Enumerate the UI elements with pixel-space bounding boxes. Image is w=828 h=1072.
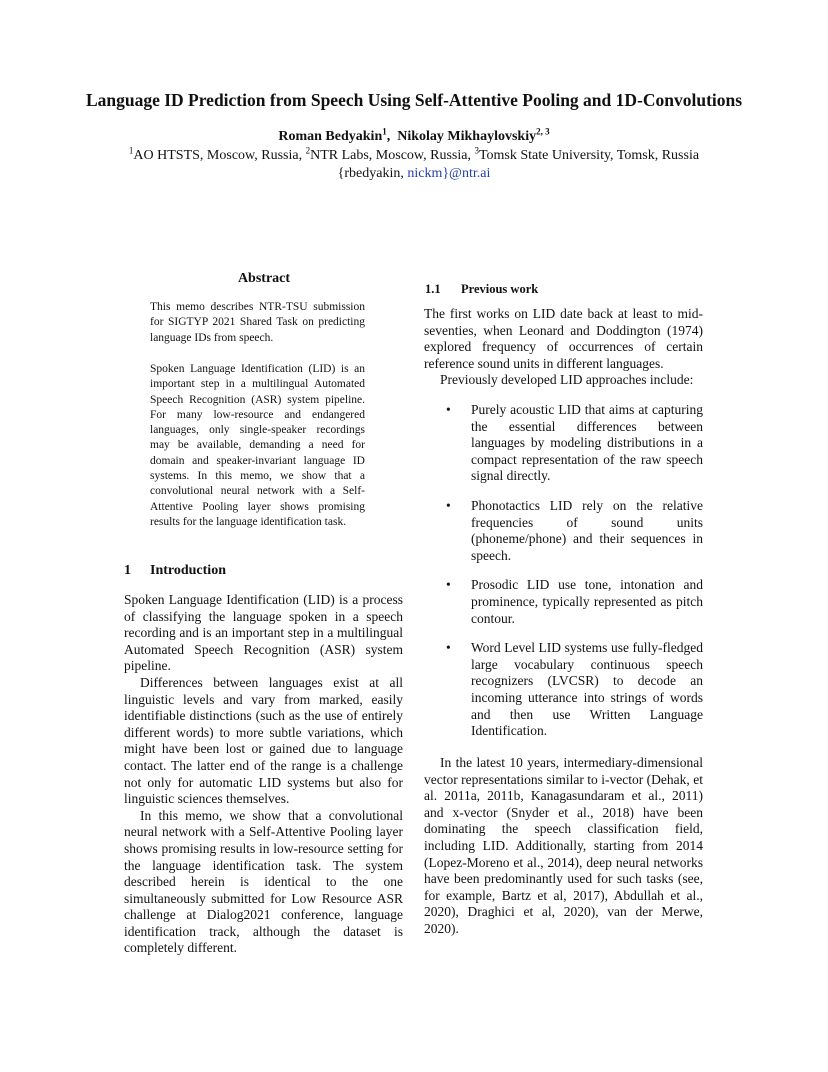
affil-mark: 3 xyxy=(474,145,479,156)
abstract-paragraph: This memo describes NTR-TSU submission for SIGTYP 2021 Shared Task on predicting language IDs from speech. xyxy=(150,301,365,344)
body-paragraph: In the latest 10 years, intermediary-dimensional vector representations similar to i-vector (Dehak, et al. 2011a, 2011b, Kanagasundaram et al., 2011) and x-vector (Snyder et al., 2018) have been dominating the speech classification field, including LID. Additionally, starting from 2014 (Lopez-Moreno et al., 2014), deep neural networks have been predominantly used for such tasks (see, for example, Bartz et al, 2017), Abdullah et al., 2020), Draghici et al, 2020), van der Merwe, 2020). xyxy=(424,755,703,936)
bullet-glyph: • xyxy=(446,577,451,593)
email-link[interactable]: nickm}@ntr.ai xyxy=(407,166,491,181)
affil-text: AO HTSTS, Moscow, Russia, xyxy=(133,148,306,163)
author-affil-mark: 1 xyxy=(382,126,387,137)
email-text: {rbedyakin, xyxy=(337,166,408,181)
bullet-glyph: • xyxy=(446,402,451,417)
list-item-text: Word Level LID systems use fully-fledged large vocabulary continuous speech recognizers (LVCSR) to decode an incoming utterance into strings of words and then use Written Language Identification. xyxy=(471,640,703,739)
list-item xyxy=(446,577,703,627)
subsection-number: 1.1 xyxy=(425,282,441,296)
bullet-glyph: • xyxy=(446,497,451,513)
section-title: Introduction xyxy=(150,563,226,578)
list-item-text: Phonotactics LID rely on the relative frequencies of sound units (phoneme/phone) and their sequences in speech. xyxy=(471,497,703,563)
previous-work-intro xyxy=(424,306,703,389)
introduction-body xyxy=(124,592,403,957)
affil-text: Tomsk State University, Tomsk, Russia xyxy=(478,148,700,163)
author-separator: , xyxy=(386,129,398,144)
list-item xyxy=(446,640,703,740)
author-affil-mark: 2, 3 xyxy=(536,126,550,137)
affil-text: NTR Labs, Moscow, Russia, xyxy=(310,148,475,163)
affiliation-line xyxy=(0,145,828,164)
body-paragraph: Differences between languages exist at all linguistic levels and vary from marked, easily identifiable distinctions (such as the use of entirely different words) to more subtle variations, which might have been lost or gained due to language contact. The latter end of the range is a challenge not only for automatic LID systems but also for linguistic sciences themselves. xyxy=(124,674,403,807)
list-item xyxy=(446,402,703,485)
paper-title: Language ID Prediction from Speech Using Self-Attentive Pooling and 1D-Convolutions xyxy=(85,90,743,110)
subsection-title: Previous work xyxy=(461,282,539,296)
email-line xyxy=(0,166,828,182)
section-heading-introduction xyxy=(124,563,226,579)
body-paragraph: Spoken Language Identification (LID) is a process of classifying the language spoken in a speech recording and is an important step in a multilingual Automated Speech Recognition (ASR) system pipeline. xyxy=(124,592,403,674)
list-item-text: Prosodic LID use tone, intonation and prominence, typically represented as pitch contour. xyxy=(471,577,703,626)
list-item xyxy=(446,498,703,564)
author-line xyxy=(0,126,828,145)
lid-approaches-list xyxy=(446,402,703,753)
affil-mark: 2 xyxy=(305,145,311,156)
author-name: Roman Bedyakin xyxy=(278,129,383,144)
list-item-text: Purely acoustic LID that aims at capturing the essential differences between languages by modeling distributions in a compact representation of the raw speech signal directly. xyxy=(471,402,703,484)
previous-work-body xyxy=(424,755,703,938)
bullet-glyph: • xyxy=(446,640,451,656)
abstract-heading: Abstract xyxy=(237,271,291,286)
section-number: 1 xyxy=(124,563,131,578)
affil-mark: 1 xyxy=(128,145,134,156)
body-paragraph: Previously developed LID approaches include: xyxy=(440,372,694,388)
subsection-heading-previous-work xyxy=(425,282,538,297)
body-paragraph: In this memo, we show that a convolutional neural network with a Self-Attentive Pooling layer shows promising results in low-resource setting for the language identification task. The system described herein is identical to the one simultaneously submitted for Low Resource ASR challenge at Dialog2021 conference, language identification track, although the dataset is completely different. xyxy=(124,807,403,956)
author-name: Nikolay Mikhaylovskiy xyxy=(397,129,537,144)
body-paragraph: The first works on LID date back at least to mid-seventies, when Leonard and Doddington (1974) explored frequency of occurrences of certain reference sound units in different languages. xyxy=(424,306,703,371)
abstract-paragraph: Spoken Language Identification (LID) is an important step in a multilingual Automated Speech Recognition (ASR) system pipeline. For many low-resource and endangered languages, only single-speaker recordings may be available, demanding a need for domain and speaker-invariant language ID systems. In this memo, we show that a convolutional neural network with a Self-Attentive Pooling layer shows promising results for the language identification task. xyxy=(150,363,365,528)
